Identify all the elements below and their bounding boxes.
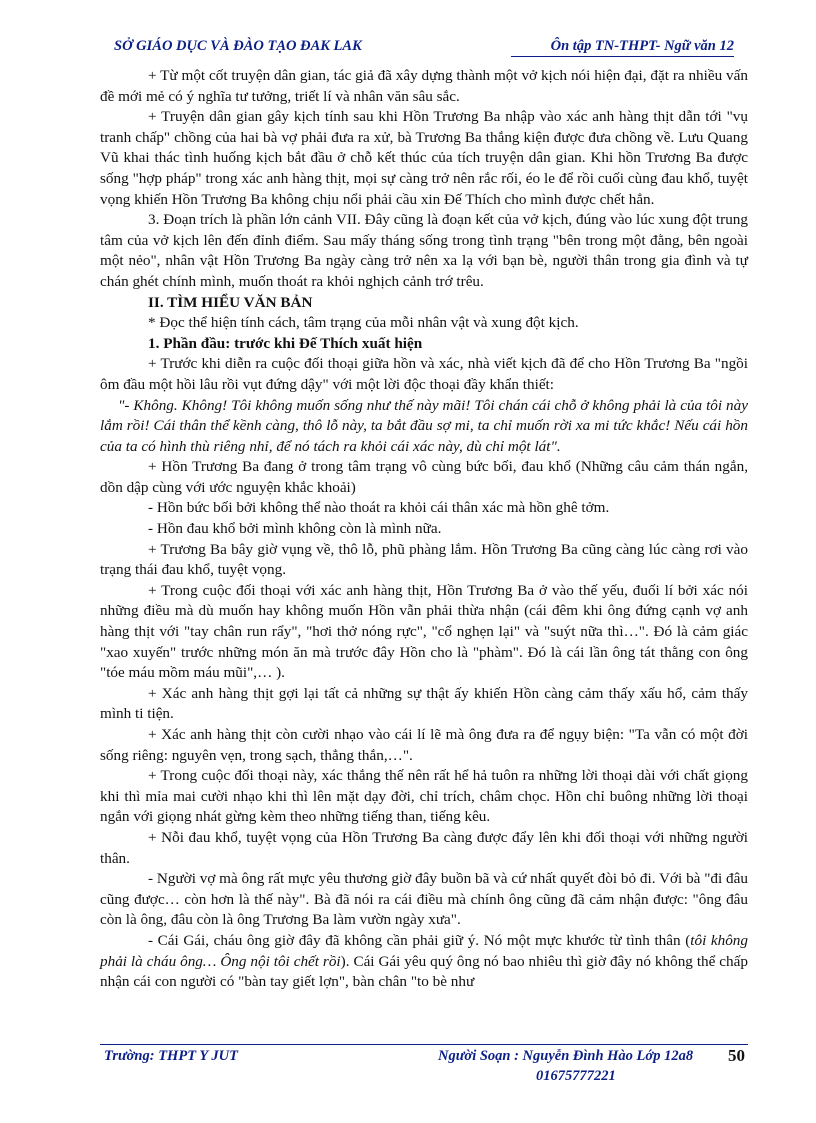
paragraph: 3. Đoạn trích là phần lớn cảnh VII. Đây cũng là đoạn kết của vở kịch, đúng vào lúc xung đột trung tâm của vở kịch lên đến đỉnh điểm. Sau mấy tháng sống trong tình trạng "bên trong một đằng, bên ngoài một nẻo", nhân vật Hồn Trương Ba ngày càng trở nên xa lạ với bạn bè, người thân trong gia đình và tự chán ghét chính mình, muốn thoát ra khỏi nghịch cảnh trớ trêu. [100, 211, 748, 290]
paragraph: + Trương Ba bây giờ vụng về, thô lỗ, phũ phàng lắm. Hồn Trương Ba cũng càng lúc càng rơi vào trạng thái đau khổ, tuyệt vọng. [100, 540, 748, 579]
paragraph: + Xác anh hàng thịt còn cười nhạo vào cái lí lẽ mà ông đưa ra để ngụy biện: "Ta vẫn có một đời sống riêng: nguyên vẹn, trong sạch, thẳng thắn,…". [100, 726, 748, 764]
page-header [100, 38, 740, 62]
paragraph: + Hồn Trương Ba đang ở trong tâm trạng vô cùng bức bối, đau khổ (Những câu cảm thán ngắn, dồn dập cùng với ước nguyện khắc khoải) [100, 458, 748, 496]
page-number: 50 [728, 1046, 745, 1065]
list-item: - Người vợ mà ông rất mực yêu thương giờ đây buồn bã và cứ nhất quyết đòi bỏ đi. Với bà "đi đâu cũng được… còn hơn là thế này". Bà đã nói ra cái điều mà chính ông cũng đã cảm nhận được: "ông đâu còn là ông, đâu còn là ông Trương Ba làm vườn ngày xưa". [100, 870, 748, 929]
section-heading: II. TÌM HIỂU VĂN BẢN [148, 293, 313, 311]
paragraph-text: ). Cái Gái yêu quý ông nó bao nhiêu thì giờ đây nó không thể chấp nhận cái con người có "bàn tay giết lợn", bàn chân "to bè như [100, 952, 748, 991]
italic-quote: tôi không phải là cháu ông… Ông nội tôi chết rồi [100, 931, 748, 970]
paragraph: + Truyện dân gian gây kịch tính sau khi Hồn Trương Ba nhập vào xác anh hàng thịt dẫn tới "vụ tranh chấp" chồng của hai bà vợ phải đưa ra xử, bà Trương Ba thắng kiện được đưa chồng về. Lưu Quang Vũ khai thác tình huống kịch bắt đầu ở chỗ kết thúc của tích truyện dân gian. Khi hồn Trương Ba được sống "hợp pháp" trong xác anh hàng thịt, mọi sự càng trở nên rắc rối, éo le để rồi cuối cùng đau khổ, tuyệt vọng khiến Hồn Trương Ba không chịu nổi phải cầu xin Đế Thích cho mình được chết hẳn. [100, 108, 748, 208]
footer-divider [100, 1044, 748, 1045]
paragraph-text: - Cái Gái, cháu ông giờ đây đã không cần phải giữ ý. Nó một mực khước từ tình thân ( [148, 931, 691, 949]
paragraph: + Xác anh hàng thịt gợi lại tất cả những sự thật ấy khiến Hồn càng cảm thấy xấu hổ, cảm thấy mình ti tiện. [100, 684, 748, 723]
footer-phone: 01675777221 [536, 1068, 616, 1084]
page-footer [100, 1044, 748, 1092]
footer-author: Người Soạn : Nguyễn Đình Hào Lớp 12a8 [438, 1048, 694, 1064]
document-body [100, 66, 748, 993]
list-item [100, 931, 748, 993]
header-department: SỞ GIÁO DỤC VÀ ĐÀO TẠO ĐAK LAK [114, 38, 362, 54]
paragraph: + Trước khi diễn ra cuộc đối thoại giữa hồn và xác, nhà viết kịch đã để cho Hồn Trương Ba "ngồi ôm đầu một hồi lâu rồi vụt đứng dậy" với một lời độc thoại đầy khẩn thiết: [100, 355, 748, 393]
header-subject: Ôn tập TN-THPT- Ngữ văn 12 [511, 38, 734, 57]
paragraph: * Đọc thể hiện tính cách, tâm trạng của mỗi nhân vật và xung đột kịch. [148, 314, 579, 332]
paragraph: + Nỗi đau khổ, tuyệt vọng của Hồn Trương Ba càng được đẩy lên khi đối thoại với những người thân. [100, 828, 748, 867]
paragraph: + Trong cuộc đối thoại với xác anh hàng thịt, Hồn Trương Ba ở vào thế yếu, đuối lí bởi xác nói những điều mà dù muốn hay không muốn Hồn vẫn phải thừa nhận (cái đêm khi ông đứng cạnh vợ anh hàng thịt với "tay chân run rẩy", "hơi thở nóng rực", "cổ nghẹn lại" và "suýt nữa thì…". Đó là cảm giác "xao xuyến" trước những món ăn mà trước đây Hồn cho là "phàm". Đó là cái lần ông tát thằng con ông "tóe máu mồm máu mũi",… ). [100, 581, 748, 682]
subsection-heading: 1. Phần đầu: trước khi Đế Thích xuất hiện [148, 334, 423, 352]
paragraph: + Trong cuộc đối thoại này, xác thắng thế nên rất hể hả tuôn ra những lời thoại dài với chất giọng khi thì mỉa mai cười nhạo khi thì lên mặt dạy đời, chỉ trích, châm chọc. Hồn chỉ buông những lời thoại ngắn với giọng nhát gừng kèm theo những tiếng than, tiếng kêu. [100, 767, 748, 826]
list-item: - Hồn bức bối bởi không thể nào thoát ra khỏi cái thân xác mà hồn ghê tởm. [148, 499, 610, 517]
paragraph: + Từ một cốt truyện dân gian, tác giả đã xây dựng thành một vở kịch nói hiện đại, đặt ra nhiều vấn đề mới mẻ có ý nghĩa tư tưởng, triết lí và nhân văn sâu sắc. [100, 67, 748, 105]
list-item: - Hồn đau khổ bởi mình không còn là mình nữa. [148, 520, 442, 538]
footer-school: Trường: THPT Y JUT [104, 1048, 238, 1064]
quoted-monologue: "- Không. Không! Tôi không muốn sống như thế này mãi! Tôi chán cái chỗ ở không phải là của tôi này lắm rồi! Cái thân thể kềnh càng, thô lỗ này, ta bắt đầu sợ mi, ta chỉ muốn rời xa mi tức khắc! Nếu cái hồn của ta có hình thù riêng nhỉ, để nó tách ra khỏi cái xác này, dù chỉ một lát". [100, 396, 748, 455]
